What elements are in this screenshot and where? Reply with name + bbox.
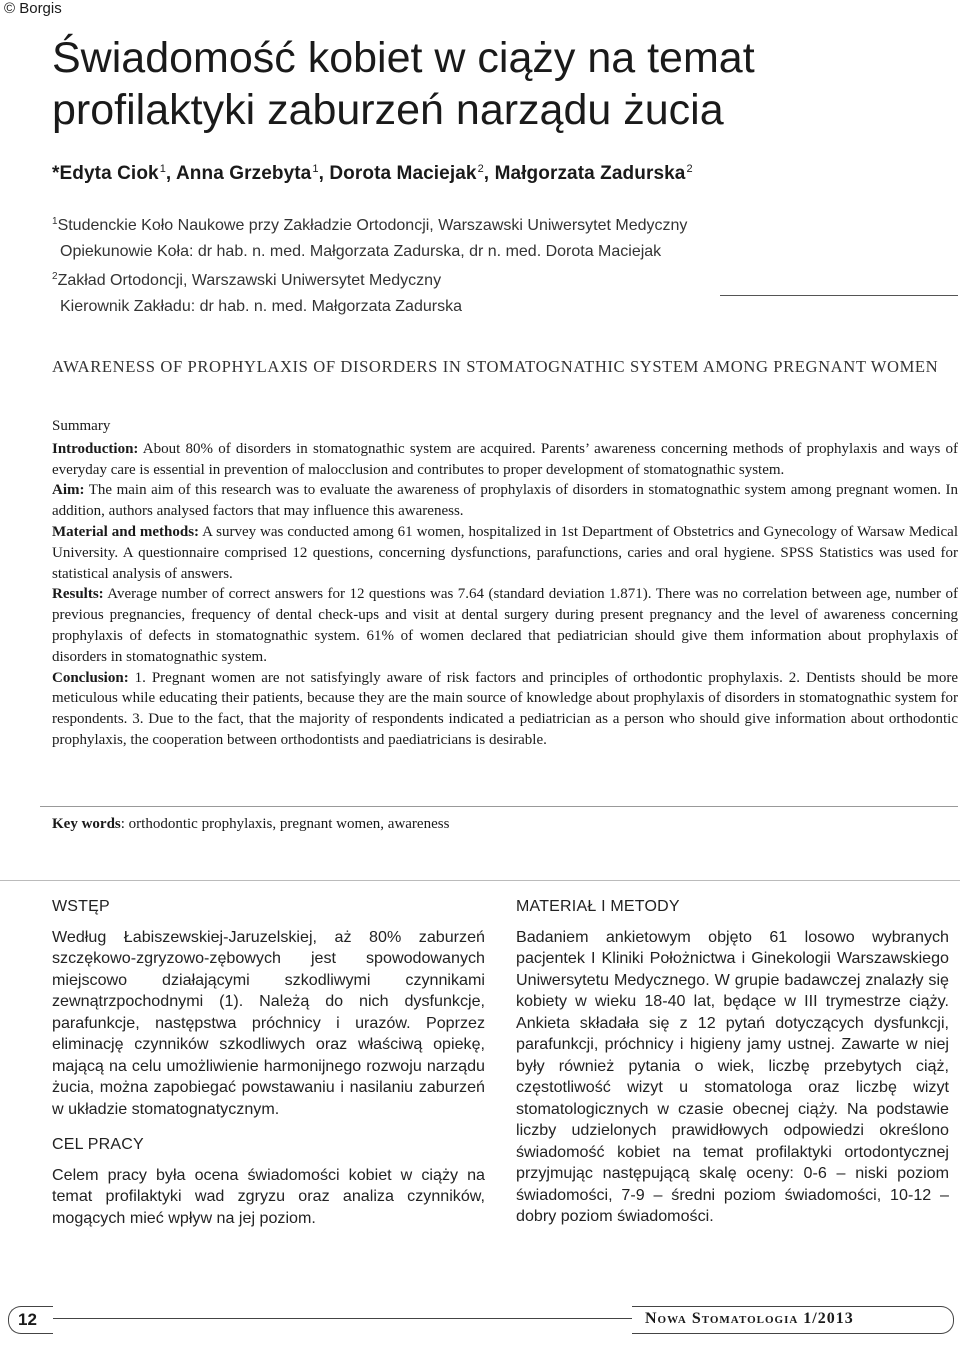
section-label: Introduction: [52, 440, 139, 457]
abstract-introduction [52, 439, 958, 481]
section-text: The main aim of this research was to evaluate the awareness of prophylaxis of disorders in stomatognathic system among pregnant women. In addition, authors analysed factors that may influence this awareness. [52, 482, 958, 520]
author-affiliation-mark: 1 [312, 163, 319, 175]
title-line-2: profilaktyki zaburzeń narządu żucia [52, 86, 724, 134]
affiliation-1 [52, 209, 687, 239]
author-name: Anna Grzebyta [175, 163, 312, 184]
author-name: Dorota Maciejak [329, 163, 477, 184]
keywords-label: Key words [52, 816, 121, 832]
abstract [52, 416, 958, 751]
affiliation-2 [52, 264, 687, 294]
section-label: Material and methods: [52, 523, 200, 540]
section-text-metody: Badaniem ankietowym objęto 61 losowo wybranych pacjentek I Kliniki Położnictwa i Ginekologii Warszawskiego Uniwersytetu Medycznego. W grupie badawczej znalazły się kobiety w wieku 18-40 lat, będące w III trymestrze ciąży. Ankieta składała się z 12 pytań dotyczących dysfunkcji, parafunkcji, próchnicy i higieny jamy ustnej. Zawarte w niej były również pytania o wiek, liczbę przebytych ciąż, częstotliwość wizyt u stomatologa oraz liczbę wizyt stomatologicznych w czasie obecnej ciąży. Na podstawie liczby udzielonych prawidłowych odpowiedzi określono świadomość kobiet na temat profilaktyki ortodontycznej przyjmując następującą skalę oceny: 0-6 – niski poziom świadomości, 7-9 – średni poziom świadomości, 10-12 – dobry poziom świadomości. [516, 927, 949, 1225]
author-separator: , [483, 163, 495, 184]
section-heading-cel: CEL PRACY [52, 1136, 144, 1153]
section-label: Aim: [52, 482, 85, 499]
section-label: Results: [52, 586, 104, 603]
summary-heading: Summary [52, 418, 111, 434]
affiliation-mark: 1 [52, 216, 58, 227]
author-affiliation-mark: 1 [159, 163, 166, 175]
section-text-wstep: Według Łabiszewskiej-Jaruzelskiej, aż 80% zaburzeń szczękowo-zgryzowo-zębowych jest spowodowanych miejscowo działającymi szkodliwymi czynnikami zewnątrzpochodnymi (1). Należą do nich dysfunkcje, parafunkcje, następstwa próchnicy i urazów. Poprzez eliminację czynników szkodliwych oraz właściwą opiekę, mającą na celu umożliwienie harmonijnego rozwoju narządu żucia, można zapobiegać powstawaniu i nasilaniu zaburzeń w układzie stomatognatycznym. [52, 927, 485, 1118]
section-label: Conclusion: [52, 669, 129, 686]
affiliation-text: Studenckie Koło Naukowe przy Zakładzie Ortodoncji, Warszawski Uniwersytet Medyczny [57, 217, 688, 234]
affiliations [52, 209, 687, 319]
section-text: About 80% of disorders in stomatognathic system are acquired. Parents’ awareness concerning methods of prophylaxis and ways of everyday care is essential in prevention of malocclusion and contributes to proper development of stomatognathic system. [52, 440, 958, 478]
english-title: AWARENESS OF PROPHYLAXIS OF DISORDERS IN STOMATOGNATHIC SYSTEM AMONG PREGNANT WOMEN [52, 357, 939, 376]
section-text: Average number of correct answers for 12 questions was 7.64 (standard deviation 1.871). There was no correlation between age, number of previous pregnancies, frequency of dental check-ups and visit at dental surgery during present pregnancy and the level of awareness concerning prophylaxis of defects in stomatognathic system. 61% of women declared that pediatrician should give them information about prophylaxis of disorders in stomatognathic system. [52, 586, 958, 665]
abstract-aim [52, 480, 958, 522]
page-footer [0, 1302, 960, 1346]
affiliation-text: Zakład Ortodoncji, Warszawski Uniwersytet Medyczny [57, 272, 442, 289]
divider [40, 806, 958, 807]
author-affiliation-mark: 2 [686, 163, 693, 175]
keywords-text: : orthodontic prophylaxis, pregnant women, awareness [120, 816, 450, 832]
section-heading-metody: MATERIAŁ I METODY [516, 898, 680, 915]
author-list [52, 163, 693, 185]
affiliation-mark: 2 [52, 271, 58, 282]
title-line-1: Świadomość kobiet w ciąży na temat [52, 34, 755, 82]
abstract-results [52, 584, 958, 667]
affiliation-1-supervisors: Opiekunowie Koła: dr hab. n. med. Małgorzata Zadurska, dr n. med. Dorota Maciejak [60, 242, 662, 260]
body-column-left [52, 896, 485, 1229]
journal-name: Nowa Stomatologia 1/2013 [645, 1310, 854, 1327]
author-name: Małgorzata Zadurska [494, 163, 686, 184]
divider [720, 295, 958, 296]
divider [0, 880, 960, 881]
author-name: *Edyta Ciok [52, 163, 159, 184]
page-number: 12 [18, 1310, 37, 1329]
section-text-cel: Celem pracy była ocena świadomości kobiet w ciąży na temat profilaktyki wad zgryzu oraz analiza czynników, mogących mieć wpływ na jej poziom. [52, 1165, 485, 1227]
keywords [52, 816, 449, 833]
copyright-notice: © Borgis [4, 0, 62, 17]
abstract-methods [52, 522, 958, 584]
author-affiliation-mark: 2 [477, 163, 484, 175]
abstract-conclusion [52, 668, 958, 751]
section-text: A survey was conducted among 61 women, hospitalized in 1st Department of Obstetrics and Gynecology of Warsaw Medical University. A questionnaire comprised 12 questions, concerning dysfunctions, parafunctions, caries and oral hygiene. SPSS Statistics was used for statistical analysis of answers. [52, 523, 958, 582]
affiliation-2-head: Kierownik Zakładu: dr hab. n. med. Małgorzata Zadurska [60, 297, 462, 315]
author-separator: , [165, 163, 176, 184]
author-separator: , [318, 163, 330, 184]
article-title [52, 32, 932, 136]
section-heading-wstep: WSTĘP [52, 898, 110, 915]
section-text: 1. Pregnant women are not satisfyingly aware of risk factors and principles of orthodontic prophylaxis. 2. Dentists should be more meticulous while educating their patients, because they are the main source of knowledge about prophylaxis of disorders in stomatognathic system for respondents. 3. Due to the fact, that the majority of respondents indicated a pediatrician as a person who should give information about orthodontic prophylaxis, the cooperation between orthodontists and paediatricians is desirable. [52, 669, 958, 748]
body-column-right [516, 896, 949, 1228]
